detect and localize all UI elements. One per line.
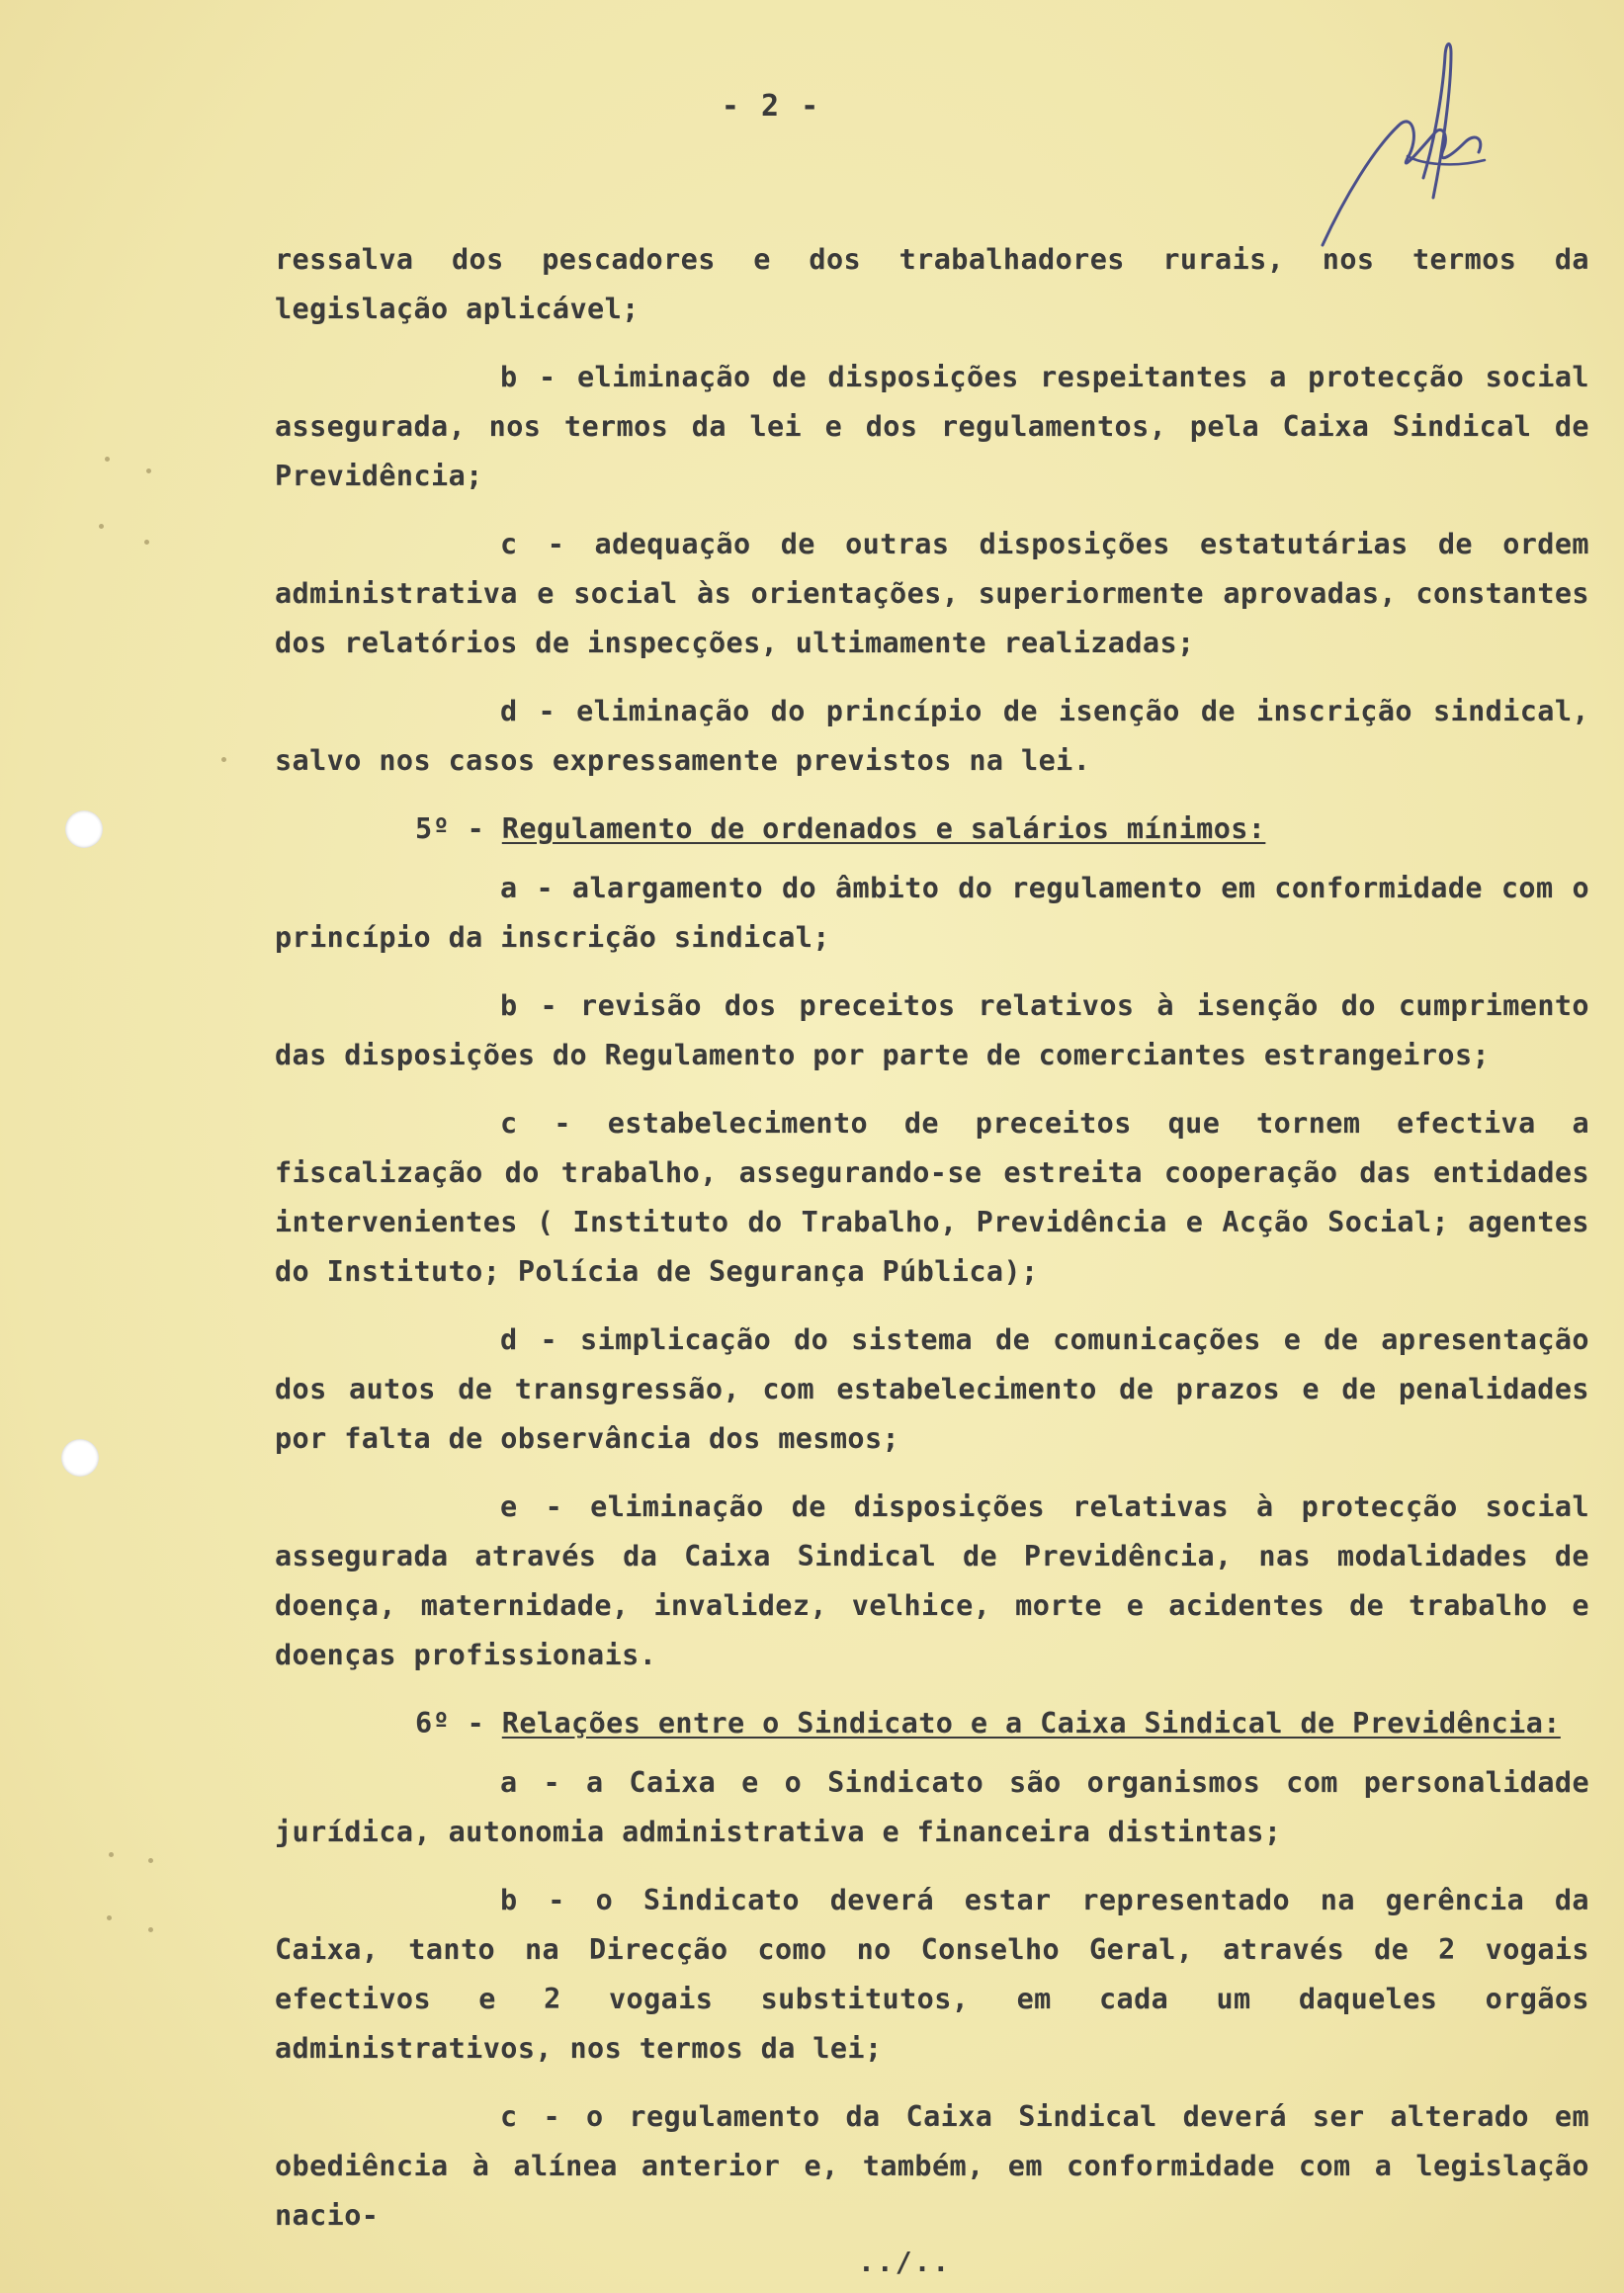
paper-speck [146, 468, 151, 473]
page-number: - 2 - [721, 89, 821, 124]
punch-hole-bottom [61, 1439, 99, 1477]
section-6-number: 6º - [415, 1707, 502, 1740]
paper-speck [109, 1852, 114, 1857]
item-5b: b - revisão dos preceitos relativos à isenção do cumprimento das disposições do Regulamento por parte de comerciantes estrangeiros; [275, 989, 1589, 1071]
item-6b: b - o Sindicato deverá estar representado na gerência da Caixa, tanto na Direcção como no Conselho Geral, através de 2 vogais efectivos e 2 vogais substitutos, em cada um daqueles orgãos administrativos, nos termos da lei; [275, 1884, 1589, 2065]
paper-speck [148, 1858, 153, 1863]
paper-speck [99, 524, 104, 529]
paper-speck [221, 757, 226, 762]
handwritten-signature [1305, 30, 1522, 257]
item-5c: c - estabelecimento de preceitos que tornem efectiva a fiscalização do trabalho, assegurando-se estreita cooperação das entidades intervenientes ( Instituto do Trabalho, Previdência e Acção Social; agentes do Instituto; Polícia de Segurança Pública); [275, 1107, 1589, 1288]
paper-speck [105, 457, 110, 462]
paragraph-continuation: ressalva dos pescadores e dos trabalhadores rurais, nos termos da legislação aplicável; [275, 243, 1589, 325]
paper-speck [107, 1915, 112, 1920]
punch-hole-top [65, 810, 103, 848]
paper-speck [148, 1927, 153, 1932]
section-5-title: Regulamento de ordenados e salários mínimos: [501, 812, 1266, 845]
item-4c: c - adequação de outras disposições estatutárias de ordem administrativa e social às orientações, superiormente aprovadas, constantes dos relatórios de inspecções, ultimamente realizadas; [275, 528, 1589, 659]
section-6-heading [275, 1699, 1589, 1748]
item-5e: e - eliminação de disposições relativas à protecção social assegurada através da Caixa Sindical de Previdência, nas modalidades de doença, maternidade, invalidez, velhice, morte e acidentes de trabalho e doenças profissionais. [275, 1490, 1589, 1671]
item-5d: d - simplicação do sistema de comunicações e de apresentação dos autos de transgressão, com estabelecimento de prazos e de penalidades por falta de observância dos mesmos; [275, 1323, 1589, 1455]
section-5-number: 5º - [415, 812, 502, 845]
section-5-heading [275, 805, 1589, 854]
document-body [275, 235, 1589, 2259]
section-6-title: Relações entre o Sindicato e a Caixa Sindical de Previdência: [501, 1707, 1561, 1740]
item-5a: a - alargamento do âmbito do regulamento em conformidade com o princípio da inscrição sindical; [275, 872, 1589, 954]
paper-speck [144, 540, 149, 545]
item-4d: d - eliminação do princípio de isenção de inscrição sindical, salvo nos casos expressamente previstos na lei. [275, 695, 1589, 777]
item-4b: b - eliminação de disposições respeitantes a protecção social assegurada, nos termos da lei e dos regulamentos, pela Caixa Sindical de Previdência; [275, 361, 1589, 492]
item-6a: a - a Caixa e o Sindicato são organismos com personalidade jurídica, autonomia administrativa e financeira distintas; [275, 1766, 1589, 1848]
item-6c: c - o regulamento da Caixa Sindical deverá ser alterado em obediência à alínea anterior e, também, em conformidade com a legislação nacio- [275, 2100, 1589, 2232]
continuation-mark: ../.. [858, 2246, 952, 2278]
